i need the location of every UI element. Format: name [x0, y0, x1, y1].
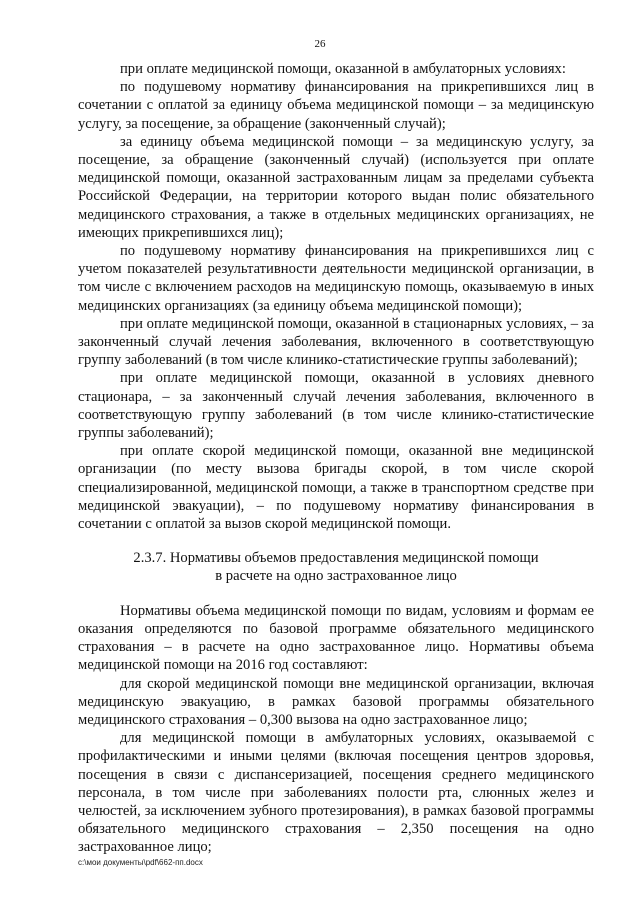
paragraph: при оплате медицинской помощи, оказанной в амбулаторных условиях:	[120, 61, 566, 77]
paragraph: за единицу объема медицинской помощи – за медицинскую услугу, за посещение, за обращение (законченный случай) (используется при оплате медицинской помощи, оказанной застрахованным лицам за пределами субъекта Российской Федерации, на территории которого выдан полис обязательного медицинского страхования, а также в отдельных медицинских организациях, не имеющих прикрепившихся лиц);	[78, 133, 594, 241]
paragraph: для скорой медицинской помощи вне медицинской организации, включая медицинскую эвакуацию, в рамках базовой программы обязательного медицинского страхования – 0,300 вызова на одно застрахованное лицо;	[78, 675, 594, 728]
paragraph: по подушевому нормативу финансирования на прикрепившихся лиц с учетом показателей результативности деятельности медицинской организации, в том числе с включением расходов на медицинскую помощь, оказываемую в иных медицинских организациях (за единицу объема медицинской помощи);	[78, 243, 594, 314]
paragraph: для медицинской помощи в амбулаторных условиях, оказываемой с профилактическими и иными целями (включая посещения центров здоровья, посещения в связи с диспансеризацией, посещения среднего медицинского персонала, в том числе при заболеваниях полости рта, слюнных желез и челюстей, за исключением зубного протезирования), в рамках базовой программы обязательного медицинского страхования – 2,350 посещения на одно застрахованное лицо;	[78, 730, 594, 856]
paragraph: при оплате медицинской помощи, оказанной в условиях дневного стационара, – за законченный случай лечения заболевания, включенного в соответствующую группу заболеваний (в том числе клинико-статистические группы заболеваний);	[78, 370, 594, 442]
page-number: 26	[314, 38, 326, 50]
footer-file-path: c:\мои документы\pdf\662-пп.docx	[78, 858, 203, 867]
section-heading-line1: 2.3.7. Нормативы объемов предоставления медицинской помощи	[133, 550, 539, 567]
document-body	[78, 60, 594, 857]
paragraph: Нормативы объема медицинской помощи по видам, условиям и формам ее оказания определяются по базовой программе обязательного медицинского страхования – в расчете на одно застрахованное лицо. Нормативы объема медицинской помощи на 2016 год составляют:	[78, 602, 594, 674]
paragraph: при оплате медицинской помощи, оказанной в стационарных условиях, – за законченный случай лечения заболевания, включенного в соответствующую группу заболеваний (в том числе клинико-статистические группы заболеваний);	[78, 315, 594, 369]
paragraph: при оплате скорой медицинской помощи, оказанной вне медицинской организации (по месту вызова бригады скорой, в том числе скорой специализированной, медицинской помощи, а также в транспортном средстве при медицинской эвакуации), – по подушевому нормативу финансирования в сочетании с оплатой за вызов скорой медицинской помощи.	[78, 443, 594, 533]
section-heading-line2: в расчете на одно застрахованное лицо	[215, 568, 457, 585]
paragraph: по подушевому нормативу финансирования на прикрепившихся лиц в сочетании с оплатой за единицу объема медицинской помощи – за медицинскую услугу, за посещение, за обращение (законченный случай);	[78, 79, 594, 132]
section-heading	[78, 549, 594, 585]
